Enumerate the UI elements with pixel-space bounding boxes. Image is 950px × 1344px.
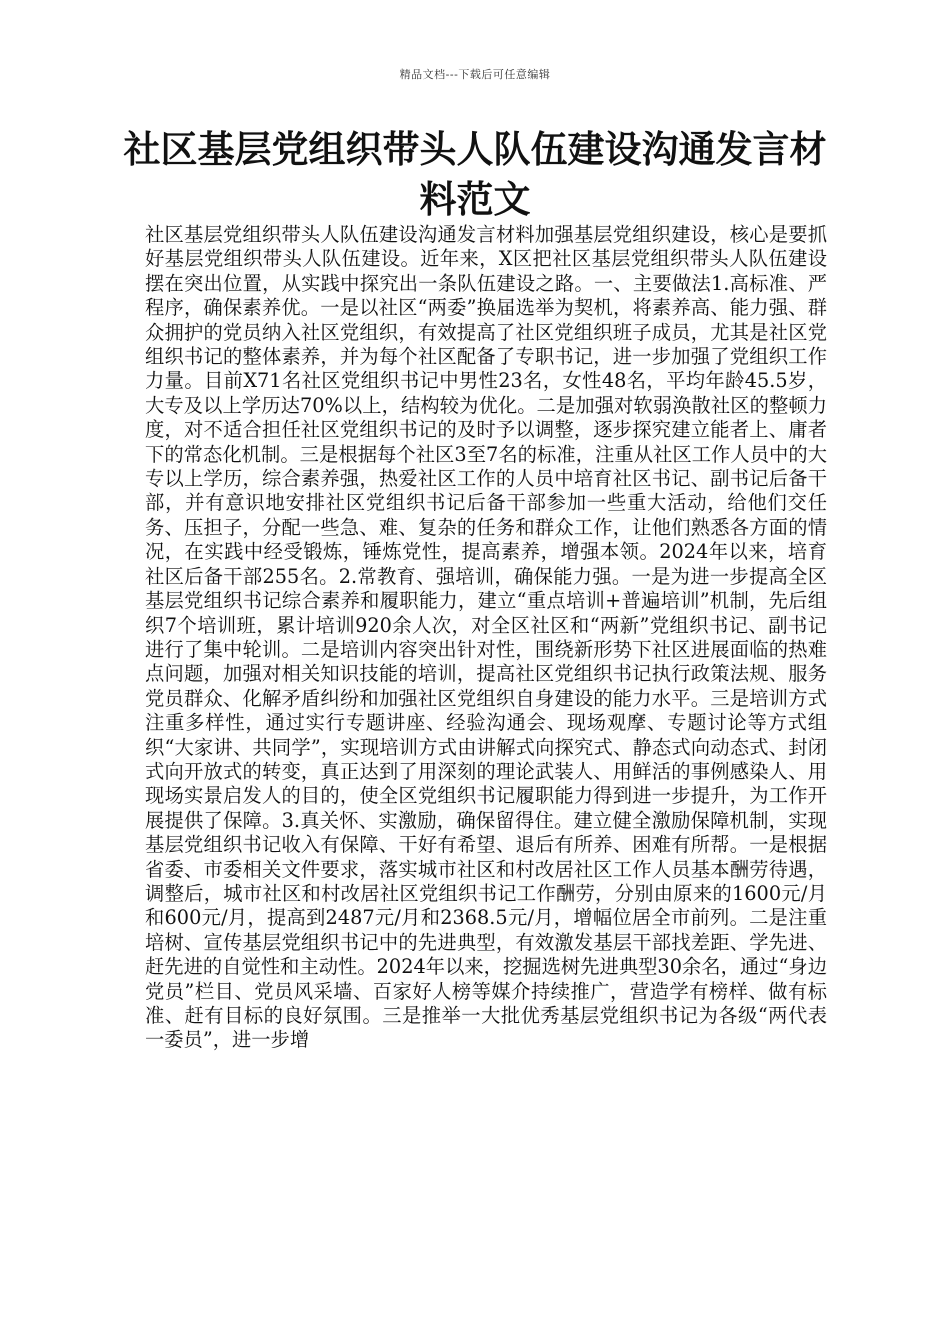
header-note: 精品文档---下载后可任意编辑 bbox=[399, 68, 551, 81]
body-paragraph: 社区基层党组织带头人队伍建设沟通发言材料加强基层党组织建设，核心是要抓好基层党组织带头人队伍建设。近年来，X区把社区基层党组织带头人队伍建设摆在突出位置，从实践中探究出一条队伍建设之路。一、主要做法1.高标准、严程序，确保素养优。一是以社区“两委”换届选举为契机，将素养高、能力强、群众拥护的党员纳入社区党组织，有效提高了社区党组织班子成员，尤其是社区党组织书记的整体素养，并为每个社区配备了专职书记，进一步加强了党组织工作力量。目前X71名社区党组织书记中男性23名，女性48名，平均年龄45.5岁，大专及以上学历达70%以上，结构较为优化。二是加强对软弱涣散社区的整顿力度，对不适合担任社区党组织书记的及时予以调整，逐步探究建立能者上、庸者下的常态化机制。三是根据每个社区3至7名的标准，注重从社区工作人员中的大专以上学历，综合素养强，热爱社区工作的人员中培育社区书记、副书记后备干部，并有意识地安排社区党组织书记后备干部参加一些重大活动，给他们交任务、压担子，分配一些急、难、复杂的任务和群众工作，让他们熟悉各方面的情况，在实践中经受锻炼，锤炼党性，提高素养，增强本领。2024年以来，培育社区后备干部255名。2.常教育、强培训，确保能力强。一是为进一步提高全区基层党组织书记综合素养和履职能力，建立“重点培训+普遍培训”机制，先后组织7个培训班，累计培训920余人次，对全区社区和“两新”党组织书记、副书记进行了集中轮训。二是培训内容突出针对性，围绕新形势下社区进展面临的热难点问题，加强对相关知识技能的培训，提高社区党组织书记执行政策法规、服务党员群众、化解矛盾纠纷和加强社区党组织自身建设的能力水平。三是培训方式注重多样性，通过实行专题讲座、经验沟通会、现场观摩、专题讨论等方式组织“大家讲、共同学”，实现培训方式由讲解式向探究式、静态式向动态式、封闭式向开放式的转变，真正达到了用深刻的理论武装人、用鲜活的事例感染人、用现场实景启发人的目的，使全区党组织书记履职能力得到进一步提升，为工作开展提供了保障。3.真关怀、实激励，确保留得住。建立健全激励保障机制，实现基层党组织书记收入有保障、干好有希望、退后有所养、困难有所帮。一是根据省委、市委相关文件要求，落实城市社区和村改居社区工作人员基本酬劳待遇，调整后，城市社区和村改居社区党组织书记工作酬劳，分别由原来的1600元/月和600元/月，提高到2487元/月和2368.5元/月，增幅位居全市前列。二是注重培树、宣传基层党组织书记中的先进典型，有效激发基层干部找差距、学先进、赶先进的自觉性和主动性。2024年以来，挖掘选树先进典型30余名，通过“身边党员”栏目、党员风采墙、百家好人榜等媒介持续推广，营造学有榜样、做有标准、赶有目标的良好氛围。三是推举一大批优秀基层党组织书记为各级“两代表一委员”，进一步增 bbox=[145, 223, 827, 1052]
document-title: 社区基层党组织带头人队伍建设沟通发言材料范文 bbox=[123, 127, 827, 221]
